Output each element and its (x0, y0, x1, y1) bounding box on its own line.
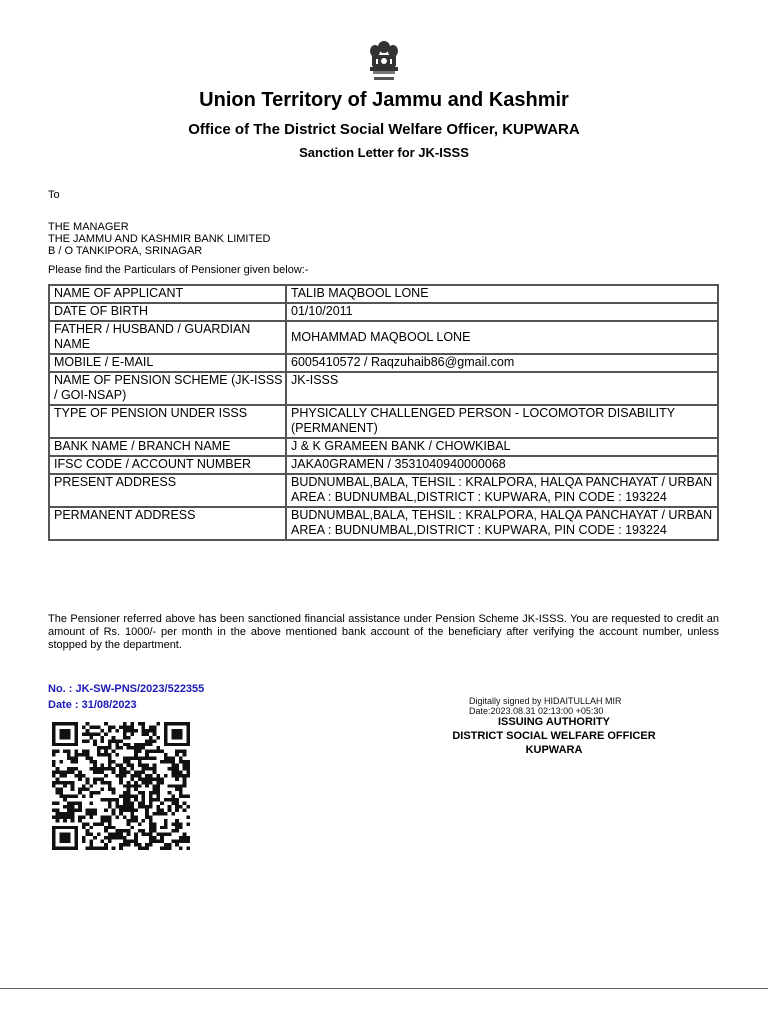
page-divider (0, 988, 768, 989)
authority-line: DISTRICT SOCIAL WELFARE OFFICER (452, 730, 656, 742)
table-row (49, 456, 718, 474)
field-value: J & K GRAMEEN BANK / CHOWKIBAL (286, 438, 718, 456)
to-label: To (48, 189, 60, 201)
sanction-paragraph: The Pensioner referred above has been sanctioned financial assistance under Pension Scheme JK-ISSS. You are requested to credit an amount of Rs. 1000/- per month in the above mentioned bank account of the beneficiary after verifying the account number, unless stopped by the department. (48, 613, 719, 651)
field-label: DATE OF BIRTH (49, 303, 286, 321)
field-label: TYPE OF PENSION UNDER ISSS (49, 405, 286, 438)
office-name: Office of The District Social Welfare Officer, KUPWARA (188, 121, 580, 138)
field-value: BUDNUMBAL,BALA, TEHSIL : KRALPORA, HALQA PANCHAYAT / URBAN AREA : BUDNUMBAL,DISTRICT : KUPWARA, PIN CODE : 193224 (286, 507, 718, 540)
addressee-line: THE MANAGER (48, 221, 129, 233)
table-row (49, 303, 718, 321)
table-row (49, 507, 718, 540)
reference-date: Date : 31/08/2023 (48, 699, 137, 711)
qr-code-icon (52, 722, 190, 850)
field-label: IFSC CODE / ACCOUNT NUMBER (49, 456, 286, 474)
table-row (49, 321, 718, 354)
authority-line: KUPWARA (525, 744, 583, 756)
field-value: 01/10/2011 (286, 303, 718, 321)
intro-text: Please find the Particulars of Pensioner given below:- (48, 264, 309, 276)
signature-line: Date:2023.08.31 02:13:00 +05:30 (469, 706, 604, 716)
authority-line: ISSUING AUTHORITY (497, 716, 611, 728)
page-title: Union Territory of Jammu and Kashmir (199, 89, 569, 111)
addressee-line: B / O TANKIPORA, SRINAGAR (48, 245, 203, 257)
pensioner-details-table (48, 284, 719, 541)
reference-number: No. : JK-SW-PNS/2023/522355 (48, 683, 205, 695)
field-value: JAKA0GRAMEN / 3531040940000068 (286, 456, 718, 474)
table-row (49, 438, 718, 456)
field-label: FATHER / HUSBAND / GUARDIAN NAME (49, 321, 286, 354)
field-label: NAME OF APPLICANT (49, 285, 286, 303)
table-row (49, 354, 718, 372)
addressee-line: THE JAMMU AND KASHMIR BANK LIMITED (48, 233, 271, 245)
field-label: MOBILE / E-MAIL (49, 354, 286, 372)
issuing-authority (438, 715, 670, 757)
field-value: JK-ISSS (286, 372, 718, 405)
field-value: PHYSICALLY CHALLENGED PERSON - LOCOMOTOR DISABILITY (PERMANENT) (286, 405, 718, 438)
field-value: MOHAMMAD MAQBOOL LONE (286, 321, 718, 354)
field-value: BUDNUMBAL,BALA, TEHSIL : KRALPORA, HALQA PANCHAYAT / URBAN AREA : BUDNUMBAL,DISTRICT : KUPWARA, PIN CODE : 193224 (286, 474, 718, 507)
letter-subject: Sanction Letter for JK-ISSS (299, 145, 469, 160)
reference-block (48, 681, 204, 713)
signature-line: Digitally signed by HIDAITULLAH MIR (469, 696, 622, 706)
table-row (49, 405, 718, 438)
field-label: PRESENT ADDRESS (49, 474, 286, 507)
table-row (49, 372, 718, 405)
digital-signature (469, 696, 622, 716)
field-label: PERMANENT ADDRESS (49, 507, 286, 540)
national-emblem-icon (364, 38, 404, 84)
field-label: BANK NAME / BRANCH NAME (49, 438, 286, 456)
field-value: 6005410572 / Raqzuhaib86@gmail.com (286, 354, 718, 372)
field-label: NAME OF PENSION SCHEME (JK-ISSS / GOI-NSAP) (49, 372, 286, 405)
table-row (49, 474, 718, 507)
addressee-block (48, 221, 270, 257)
field-value: TALIB MAQBOOL LONE (286, 285, 718, 303)
table-row (49, 285, 718, 303)
